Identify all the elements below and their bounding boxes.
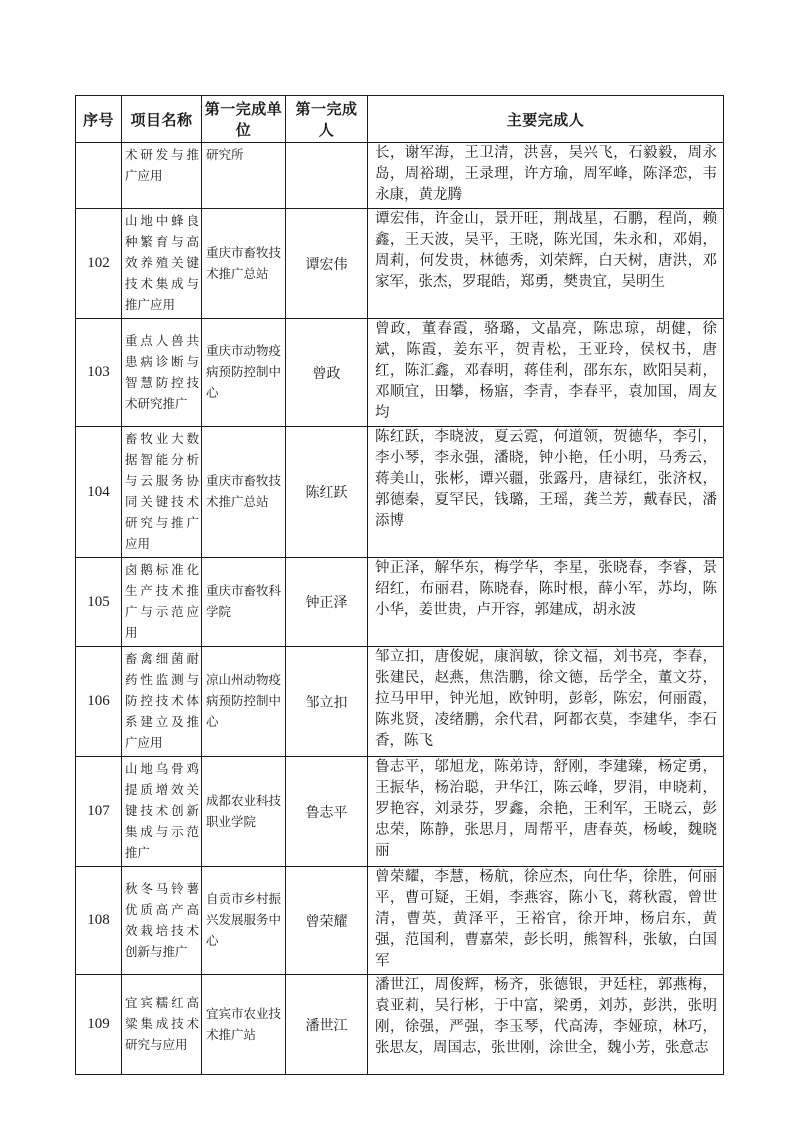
cell-first-person: 钟正泽 [286, 558, 368, 647]
cell-project-name: 畜禽细菌耐药性监测与防控技术体系建立及推广应用 [122, 647, 202, 757]
cell-main-members: 邹立扣，唐俊妮，康润敏，徐文福，刘书亮，李春，张建民，赵燕，焦浩鹏，徐文德，岳学全，董文芬，拉马甲甲，钟光旭，欧钟明，彭彰，陈宏，何丽霞，陈兆贤，凌绪鹏，余代君，阿都衣莫，李建华，李石香，陈飞 [368, 647, 724, 757]
header-serial-number: 序号 [76, 96, 122, 143]
cell-project-name: 术研发与推广应用 [122, 143, 202, 209]
cell-main-members: 曾荣耀，李慧，杨航，徐应杰，向仕华，徐胜，何丽平，曹可疑，王娟，李燕容，陈小飞，蒋秋霞，曾世清，曹英，黄泽平，王裕官，徐开坤，杨启东，黄强，范国利，曹嘉荣，彭长明，熊智科，张敏，白国军 [368, 867, 724, 975]
cell-project-name: 卤鹅标准化生产技术推广与示范应用 [122, 558, 202, 647]
cell-main-members: 长，谢军海，王卫清，洪喜，吴兴飞，石毅毅，周永岛，周裕瑚，王录理，许方瑜，周军峰，陈泽恋，韦永康，黄龙腾 [368, 143, 724, 209]
cell-first-unit: 重庆市畜牧科学院 [202, 558, 286, 647]
table-header-row [76, 96, 724, 143]
cell-project-name: 山地中蜂良种繁育与高效养殖关键技术集成与推广应用 [122, 209, 202, 319]
cell-main-members: 潘世江，周俊辉，杨齐，张德银，尹廷柱，郭燕梅，袁亚莉，吴行彬，于中富，梁勇，刘苏，彭洪，张明刚，徐强，严强，李玉琴，代高涛，李娅琼，林巧，张思友，周国志，张世刚，涂世全，魏小芳，张意志 [368, 975, 724, 1075]
cell-main-members: 鲁志平，邬旭龙，陈弟诗，舒刚，李建臻，杨定勇，王振华，杨治聪，尹华江，陈云峰，罗涓，申晓莉，罗艳容，刘录芬，罗鑫，余艳，王利军，王晓云，彭忠荣，陈静，张思月，周帮平，唐春英，杨峻，魏晓丽 [368, 757, 724, 867]
cell-serial-number: 108 [76, 867, 122, 975]
cell-serial-number: 102 [76, 209, 122, 319]
cell-first-unit: 宜宾市农业技术推广站 [202, 975, 286, 1075]
cell-project-name: 宜宾糯红高粱集成技术研究与应用 [122, 975, 202, 1075]
cell-first-person: 曾荣耀 [286, 867, 368, 975]
cell-first-person: 邹立扣 [286, 647, 368, 757]
cell-first-unit: 自贡市乡村振兴发展服务中心 [202, 867, 286, 975]
cell-serial-number: 103 [76, 319, 122, 427]
header-main-members: 主要完成人 [368, 96, 724, 143]
cell-first-unit: 成都农业科技职业学院 [202, 757, 286, 867]
cell-main-members: 曾政，董春霞，骆璐，文晶亮，陈忠琼，胡健，徐斌，陈霞，姜东平，贺青松，王亚玲，侯权书，唐红，陈汇鑫，邓春明，蒋佳利，邵东东，欧阳吴莉，邓顺宜，田攀，杨寤，李青，李春平，袁加国，周友均 [368, 319, 724, 427]
cell-serial-number: 109 [76, 975, 122, 1075]
header-first-person: 第一完成人 [286, 96, 368, 143]
cell-main-members: 谭宏伟，许金山，景开旺，荆战星，石鹏，程尚，赖鑫，王天波，吴平，王晓，陈光国，朱永和，邓娟，周莉，何发贵，林德秀，刘荣辉，白天树，唐洪，邓家军，张杰，罗琨皓，郑勇，樊贵宜，吴明生 [368, 209, 724, 319]
cell-first-unit: 研究所 [202, 143, 286, 209]
cell-first-person: 潘世江 [286, 975, 368, 1075]
cell-first-person: 谭宏伟 [286, 209, 368, 319]
table-row-104 [76, 427, 724, 558]
header-first-unit: 第一完成单位 [202, 96, 286, 143]
cell-serial-number: 106 [76, 647, 122, 757]
cell-project-name: 山地乌骨鸡提质增效关键技术创新集成与示范推广 [122, 757, 202, 867]
table-row-103 [76, 319, 724, 427]
table-row-105 [76, 558, 724, 647]
cell-first-person: 鲁志平 [286, 757, 368, 867]
cell-main-members: 陈红跃，李晓波，夏云霓，何道领，贺德华，李引，李小琴，李永强，潘晓，钟小艳，任小明，马秀云，蒋美山，张彬，谭兴疆，张露丹，唐禄红，张济权，郭德秦，夏罕民，钱璐，王瑶，龚兰芳，戴春民，潘添博 [368, 427, 724, 558]
cell-first-unit: 重庆市动物疫病预防控制中心 [202, 319, 286, 427]
table-row-106 [76, 647, 724, 757]
project-completion-table [75, 95, 724, 1075]
cell-main-members: 钟正泽，解华东，梅学华，李星，张晓春，李睿，景绍红，布丽君，陈晓春，陈时根，薛小军，苏均，陈小华，姜世贵，卢开容，郭建成，胡永波 [368, 558, 724, 647]
cell-serial-number: 105 [76, 558, 122, 647]
table-row-109 [76, 975, 724, 1075]
cell-first-unit: 凉山州动物疫病预防控制中心 [202, 647, 286, 757]
cell-serial-number [76, 143, 122, 209]
cell-project-name: 重点人兽共患病诊断与智慧防控技术研究推广 [122, 319, 202, 427]
cell-first-person: 陈红跃 [286, 427, 368, 558]
table-row-108 [76, 867, 724, 975]
header-project-name: 项目名称 [122, 96, 202, 143]
cell-project-name: 畜牧业大数据智能分析与云服务协同关键技术研究与推广应用 [122, 427, 202, 558]
table-row-continuation [76, 143, 724, 209]
cell-first-unit: 重庆市畜牧技术推广总站 [202, 427, 286, 558]
cell-serial-number: 104 [76, 427, 122, 558]
cell-first-person [286, 143, 368, 209]
cell-first-person: 曾政 [286, 319, 368, 427]
table-row-102 [76, 209, 724, 319]
cell-serial-number: 107 [76, 757, 122, 867]
cell-project-name: 秋冬马铃薯优质高产高效栽培技术创新与推广 [122, 867, 202, 975]
cell-first-unit: 重庆市畜牧技术推广总站 [202, 209, 286, 319]
table-row-107 [76, 757, 724, 867]
